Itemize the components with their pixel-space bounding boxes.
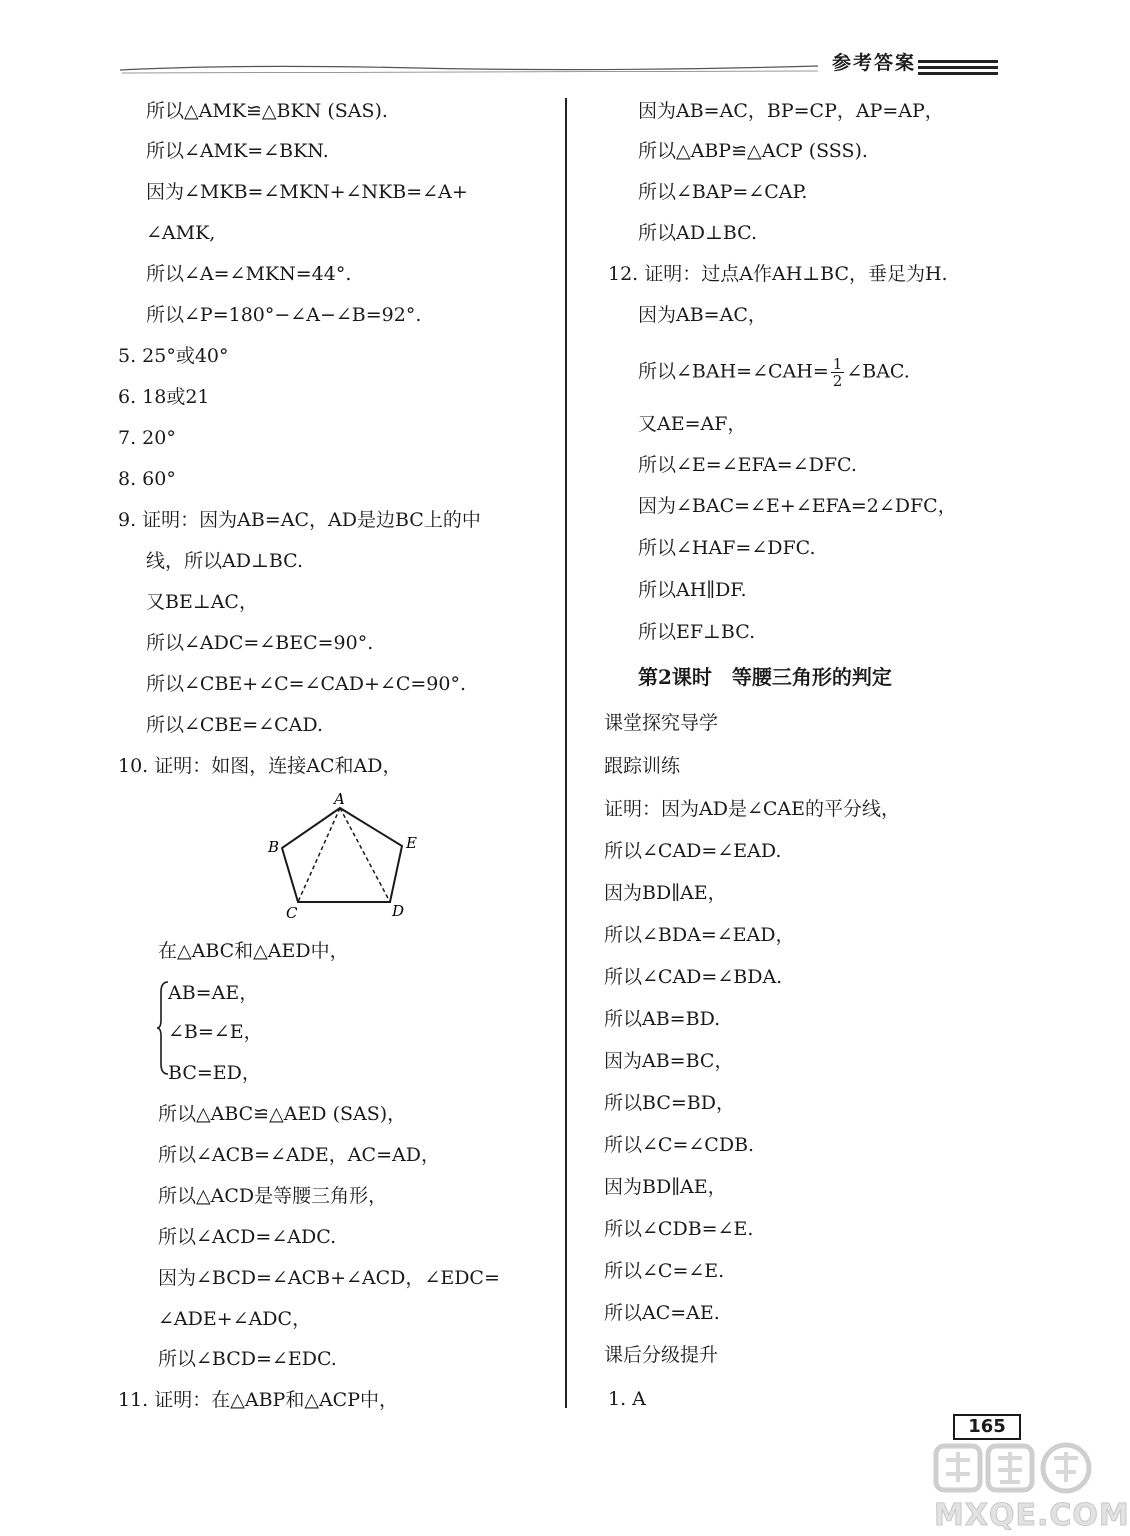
text-line: 因为BD∥AE， [604, 1176, 727, 1198]
text-line: ∠AMK, [146, 222, 216, 244]
vertex-label-c: C [286, 904, 298, 922]
text-line: 因为∠MKB=∠MKN+∠NKB=∠A+ [146, 181, 468, 203]
answer-10: 10. 证明：如图，连接AC和AD， [118, 755, 402, 777]
vertex-label-b: B [268, 838, 280, 856]
text-line: 因为∠BAC=∠E+∠EFA=2∠DFC， [638, 495, 957, 517]
text-line: 所以∠P=180°−∠A−∠B=92°. [146, 304, 422, 326]
text-line: ∠ADE+∠ADC， [158, 1308, 312, 1330]
text-line: 证明：因为AD是∠CAE的平分线， [604, 798, 901, 820]
text-line: 所以∠C=∠E. [604, 1260, 725, 1282]
text-line: 所以AC=AE. [604, 1302, 720, 1324]
text-line: 因为AB=AC， [638, 304, 767, 326]
text-line: 所以BC=BD， [604, 1092, 735, 1114]
answer-11: 11. 证明：在△ABP和△ACP中， [118, 1389, 398, 1411]
answer-6: 6. 18或21 [118, 386, 210, 408]
text-line: 在△ABC和△AED中， [158, 940, 349, 962]
text-line: 因为BD∥AE， [604, 882, 727, 904]
text-line: 又BE⊥AC， [146, 591, 258, 613]
vertex-label-d: D [392, 902, 405, 920]
fraction-prefix: 所以∠BAH=∠CAH= [638, 360, 829, 383]
answer-5: 5. 25°或40° [118, 345, 229, 367]
fraction-one-half [831, 356, 845, 389]
text-line: 所以∠BDA=∠EAD， [604, 924, 795, 946]
text-line: 所以∠C=∠CDB. [604, 1134, 755, 1156]
fraction-suffix: ∠BAC. [846, 360, 910, 383]
answer-1: 1. A [608, 1388, 646, 1410]
text-line: 所以∠CDB=∠E. [604, 1218, 754, 1240]
text-line: 所以∠AMK=∠BKN. [146, 140, 329, 162]
text-line: 所以∠BCD=∠EDC. [158, 1348, 337, 1370]
watermark-url: MXQE.COM [934, 1498, 1130, 1533]
page-number: 165 [953, 1414, 1021, 1440]
text-line: 所以∠BAP=∠CAP. [638, 181, 808, 203]
text-line: 所以∠E=∠EFA=∠DFC. [638, 454, 857, 476]
text-line: 因为AB=BC， [604, 1050, 734, 1072]
text-line: 所以∠CAD=∠EAD. [604, 840, 782, 862]
text-line: 所以∠ADC=∠BEC=90°. [146, 632, 374, 654]
text-line: 所以EF⊥BC. [638, 621, 756, 643]
text-line: 所以∠ACB=∠ADE，AC=AD， [158, 1144, 440, 1166]
text-line: 所以∠CBE+∠C=∠CAD+∠C=90°. [146, 673, 467, 695]
page-header-title: 参考答案 [832, 52, 917, 74]
text-line: 所以△ABP≌△ACP (SSS). [638, 140, 868, 162]
subsection-title: 跟踪训练 [604, 755, 681, 777]
text-line: 所以∠ACD=∠ADC. [158, 1226, 337, 1248]
column-divider [565, 98, 567, 1408]
vertex-label-a: A [334, 790, 345, 808]
section-heading: 第2课时 等腰三角形的判定 [638, 665, 892, 689]
text-line: 因为AB=AC，BP=CP，AP=AP， [638, 100, 944, 122]
text-line: 所以AB=BD. [604, 1008, 721, 1030]
text-line: 又AE=AF， [638, 413, 747, 435]
text-line: 所以△ACD是等腰三角形， [158, 1185, 388, 1207]
answer-7: 7. 20° [118, 427, 176, 449]
pentagon-figure [268, 790, 418, 920]
text-line: 线，所以AD⊥BC. [146, 550, 304, 572]
subsection-title: 课后分级提升 [604, 1344, 719, 1366]
fraction-numerator: 1 [832, 355, 843, 373]
text-line: 所以∠HAF=∠DFC. [638, 537, 816, 559]
text-line: 所以∠CAD=∠BDA. [604, 966, 783, 988]
text-line: 所以△AMK≌△BKN (SAS). [146, 100, 388, 122]
subsection-title: 课堂探究导学 [604, 712, 719, 734]
text-line-with-fraction [638, 356, 910, 389]
text-line: AB=AE， [168, 982, 259, 1004]
text-line: 因为∠BCD=∠ACB+∠ACD，∠EDC= [158, 1267, 500, 1289]
text-line: 所以△ABC≌△AED (SAS)， [158, 1103, 407, 1125]
text-line: 所以AH∥DF. [638, 579, 747, 601]
text-line: ∠B=∠E， [168, 1021, 263, 1043]
answer-12: 12. 证明：过点A作AH⊥BC，垂足为H. [608, 263, 948, 285]
vertex-label-e: E [406, 834, 417, 852]
answer-8: 8. 60° [118, 468, 176, 490]
text-line: 所以∠CBE=∠CAD. [146, 714, 323, 736]
fraction-denominator: 2 [832, 372, 843, 390]
text-line: 所以AD⊥BC. [638, 222, 758, 244]
text-line: BC=ED， [168, 1062, 261, 1084]
text-line: 所以∠A=∠MKN=44°. [146, 263, 352, 285]
answer-9: 9. 证明：因为AB=AC，AD是边BC上的中 [118, 509, 481, 531]
